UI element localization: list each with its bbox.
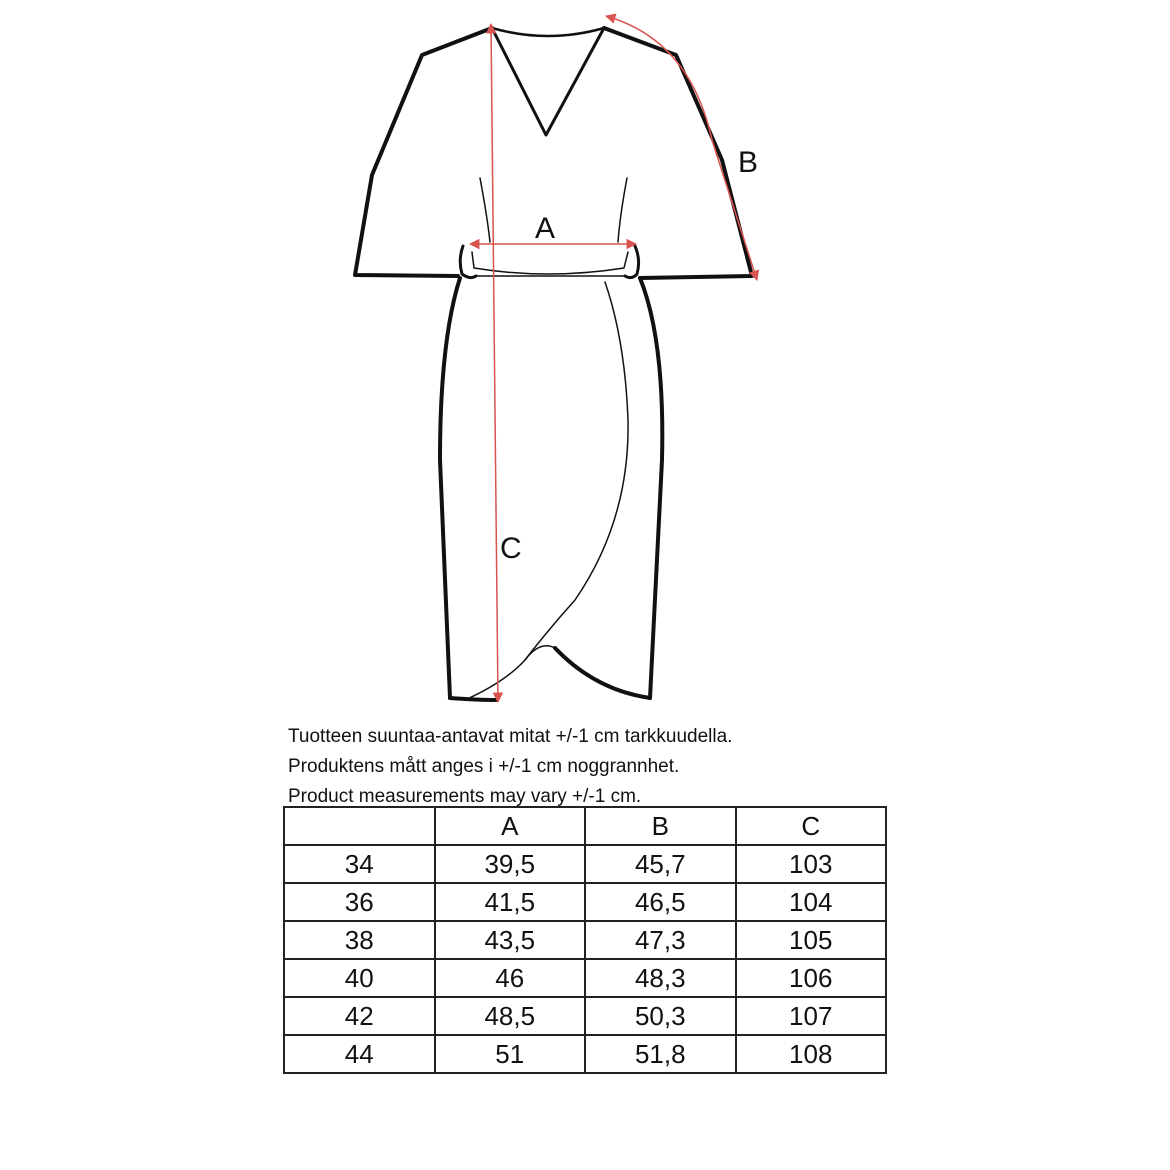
note-english: Product measurements may vary +/-1 cm. [288, 786, 642, 807]
table-row [284, 921, 886, 959]
table-row [284, 959, 886, 997]
table-cell-a: 39,5 [435, 845, 586, 883]
table-cell-size: 36 [284, 883, 435, 921]
table-cell-a: 41,5 [435, 883, 586, 921]
table-cell-size: 38 [284, 921, 435, 959]
header-cell-c: C [736, 807, 887, 845]
table-cell-b: 48,3 [585, 959, 736, 997]
table-cell-a: 48,5 [435, 997, 586, 1035]
table-cell-a: 46 [435, 959, 586, 997]
table-cell-b: 47,3 [585, 921, 736, 959]
table-row [284, 845, 886, 883]
measurement-lines [470, 16, 757, 702]
size-table [283, 806, 887, 1074]
table-cell-c: 107 [736, 997, 887, 1035]
table-cell-size: 34 [284, 845, 435, 883]
label-a: A [535, 212, 556, 245]
note-finnish: Tuotteen suuntaa-antavat mitat +/-1 cm tarkkuudella. [288, 726, 733, 747]
table-cell-c: 104 [736, 883, 887, 921]
table-cell-b: 45,7 [585, 845, 736, 883]
label-b: B [738, 146, 759, 179]
table-row [284, 997, 886, 1035]
measure-c-line [491, 24, 498, 702]
header-cell-a: A [435, 807, 586, 845]
table-cell-size: 42 [284, 997, 435, 1035]
table-cell-a: 43,5 [435, 921, 586, 959]
table-row [284, 1035, 886, 1073]
table-cell-c: 106 [736, 959, 887, 997]
header-cell-size [284, 807, 435, 845]
measure-b-line [606, 16, 757, 280]
table-cell-c: 108 [736, 1035, 887, 1073]
dress-outline [355, 28, 752, 700]
table-cell-b: 51,8 [585, 1035, 736, 1073]
table-cell-size: 44 [284, 1035, 435, 1073]
table-row [284, 883, 886, 921]
measurement-notes [288, 722, 988, 812]
header-cell-b: B [585, 807, 736, 845]
note-swedish: Produktens mått anges i +/-1 cm noggrannhet. [288, 756, 680, 777]
table-cell-a: 51 [435, 1035, 586, 1073]
table-cell-size: 40 [284, 959, 435, 997]
table-cell-b: 50,3 [585, 997, 736, 1035]
table-cell-c: 103 [736, 845, 887, 883]
table-cell-b: 46,5 [585, 883, 736, 921]
table-header-row [284, 807, 886, 845]
table-cell-c: 105 [736, 921, 887, 959]
label-c: C [500, 532, 522, 565]
